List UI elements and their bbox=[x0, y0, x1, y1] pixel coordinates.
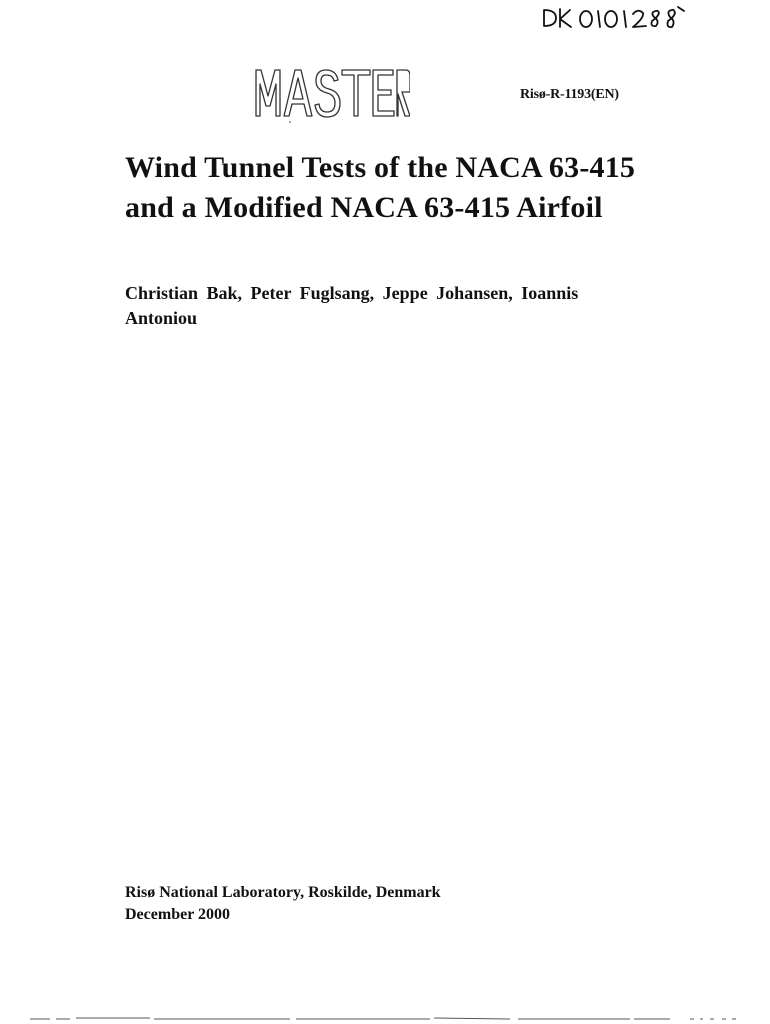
author-list bbox=[125, 281, 645, 331]
document-title bbox=[125, 148, 725, 228]
handwritten-catalog-number bbox=[538, 2, 698, 32]
publication-date: December 2000 bbox=[125, 906, 230, 923]
scan-artifact-line bbox=[30, 1016, 740, 1022]
author-line: Christian Bak, Peter Fuglsang, Jeppe Johansen, Ioannis bbox=[125, 283, 579, 303]
author-line: Antoniou bbox=[125, 308, 198, 328]
title-line: and a Modified NACA 63-415 Airfoil bbox=[125, 191, 603, 224]
publisher-block bbox=[125, 882, 441, 926]
master-stamp bbox=[250, 62, 410, 124]
title-line: Wind Tunnel Tests of the NACA 63-415 bbox=[125, 151, 636, 184]
institution: Risø National Laboratory, Roskilde, Denmark bbox=[125, 884, 441, 901]
report-number: Risø-R-1193(EN) bbox=[520, 87, 619, 102]
